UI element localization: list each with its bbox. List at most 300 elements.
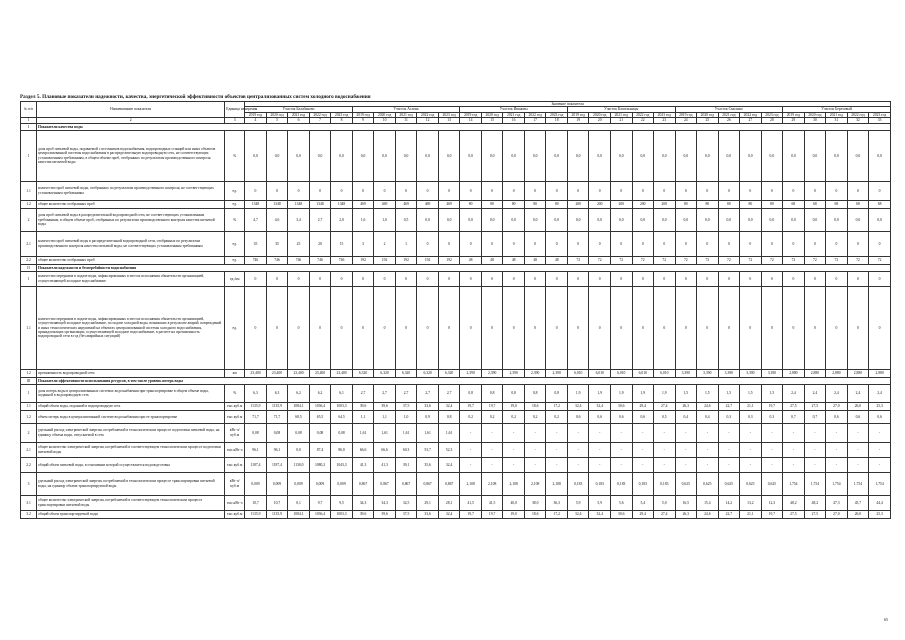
value-cell: 0 [847,231,869,256]
value-cell: 68 [869,200,891,208]
value-cell: 2,7 [374,384,396,402]
value-cell: 6,010 [610,369,632,377]
value-cell: 39,6 [352,402,374,410]
header-district: Участок Смолино [675,107,783,112]
value-cell: 0 [460,231,482,256]
value-cell: 0 [503,286,525,369]
value-cell: 0 [374,271,396,286]
value-cell: 22,7 [718,402,740,410]
value-cell: 2,7 [395,384,417,402]
value-cell: 27,5 [783,402,805,410]
value-cell: 0 [567,231,589,256]
value-cell: 200 [567,200,589,208]
value-cell: 0 [869,181,891,200]
value-cell: 3,390 [740,369,762,377]
column-number: 24 [675,118,697,123]
value-cell: 19,7 [761,510,783,518]
value-cell: - [481,442,503,457]
value-cell: - [847,442,869,457]
row-number: 2 [21,208,37,231]
value-cell: 72 [697,256,719,264]
value-cell: 0 [438,286,460,369]
value-cell: 6,1 [331,384,353,402]
column-number: 27 [740,118,762,123]
value-cell: 0 [567,271,589,286]
value-cell: 96,1 [245,442,267,457]
indicator-name: доля проб питьевой воды в распределительной водопроводной сети, не соответствующих установленным требованиям, в общем объеме проб, отобранных по результатам производственного контроля качества питьевой воды [37,208,225,231]
value-cell: 21,1 [740,510,762,518]
value-cell: 44,4 [869,495,891,510]
value-cell: 0 [438,231,460,256]
value-cell: 0,009 [331,472,353,495]
row-number: 1 [21,130,37,181]
value-cell: 3,4 [288,208,310,231]
value-cell: 1,5 [761,384,783,402]
table-row [21,384,891,402]
column-number: 5 [266,118,288,123]
value-cell: 48 [546,256,568,264]
value-cell: 19,7 [481,402,503,410]
header-year: 2019 год [352,112,374,117]
value-cell: 21,1 [740,402,762,410]
value-cell: 1348 [245,200,267,208]
row-number: 1 [21,271,37,286]
value-cell: 0 [718,231,740,256]
value-cell: 0,7 [783,410,805,423]
value-cell: - [675,442,697,457]
value-cell: - [761,423,783,442]
row-number: 1.2 [21,410,37,423]
table-row [21,457,891,472]
value-cell: - [503,457,525,472]
value-cell: 0,0 [654,208,676,231]
value-cell: 0,0 [481,130,503,181]
value-cell: 0 [675,286,697,369]
value-cell: 80 [524,200,546,208]
value-cell: 41,3 [374,457,396,472]
unit: тыс.кВт·ч [225,442,245,457]
row-number: 2.1 [21,231,37,256]
value-cell: 30,6 [610,402,632,410]
value-cell: 34,3 [374,495,396,510]
value-cell: 0,6 [589,410,611,423]
value-cell: 0,625 [761,472,783,495]
row-number: 2.2 [21,457,37,472]
header-year: 2020 год [804,112,826,117]
header-year: 2021 год [288,112,310,117]
column-number: 18 [546,118,568,123]
value-cell: 0,0 [610,130,632,181]
value-cell: 47,3 [826,495,848,510]
value-cell: 41,5 [460,495,482,510]
indicator-name: количество перерывов в подаче воды, зафиксированных в местах исполнения обязательств организацией, осуществляющей холодное водоснабжение [37,271,225,286]
value-cell: 0,0 [395,130,417,181]
table-row [21,264,891,271]
header-year: 2023 год [869,112,891,117]
value-cell: 80 [718,200,740,208]
column-number: 17 [524,118,546,123]
unit: тыс.куб.м [225,402,245,410]
value-cell: 1135,9 [245,510,267,518]
column-number: 25 [697,118,719,123]
section-heading: Показатели эффективности использования ресурсов, в том числе уровень потерь воды [37,377,891,384]
value-cell: 2,108 [524,472,546,495]
value-cell: 2,4 [783,384,805,402]
indicator-name: общее количество электрической энергии, потребляемой в соответствующем технологическом процессе подготовки питьевой воды [37,442,225,457]
column-number: 26 [718,118,740,123]
value-cell: 0,2 [503,410,525,423]
table-row [21,256,891,264]
value-cell: 0,867 [352,472,374,495]
value-cell: 52,3 [438,442,460,457]
table-row [21,208,891,231]
value-cell: 0 [309,271,331,286]
value-cell: 27,5 [783,510,805,518]
column-number: 3 [225,118,245,123]
value-cell: 0 [589,231,611,256]
value-cell: 6,2 [309,384,331,402]
value-cell: 0,0 [632,208,654,231]
indicator-name: общий объем воды, поданной в водопроводную сеть [37,402,225,410]
value-cell: - [826,423,848,442]
header-values: Значение показателя [245,102,891,107]
value-cell: 2,108 [503,472,525,495]
value-cell: 200 [654,200,676,208]
value-cell: 0 [869,286,891,369]
value-cell: 13,2 [740,495,762,510]
value-cell: 0 [654,286,676,369]
value-cell: 0 [632,286,654,369]
value-cell: - [740,442,762,457]
value-cell: - [783,442,805,457]
value-cell: 0 [395,181,417,200]
value-cell: 0,0 [417,130,439,181]
value-cell: - [481,423,503,442]
value-cell: 0,0 [847,208,869,231]
value-cell: 0 [826,286,848,369]
value-cell: 0,867 [395,472,417,495]
column-number: 23 [654,118,676,123]
header-district: Участок Балабаново [245,107,353,112]
value-cell: 0,0 [804,208,826,231]
value-cell: - [460,442,482,457]
value-cell: 1043,3 [331,457,353,472]
value-cell: 0,0 [266,130,288,181]
value-cell: 0,0 [481,208,503,231]
value-cell: 0 [740,181,762,200]
value-cell: 1,61 [438,423,460,442]
row-number: II [21,264,37,271]
indicator-name: общее количество электрической энергии, потребляемой в соответствующем технологическом процессе транспортировки питьевой воды [37,495,225,510]
value-cell: 80 [740,200,762,208]
unit: ед./км [225,271,245,286]
value-cell: 0,0 [826,208,848,231]
value-cell: 0,0 [675,130,697,181]
unit: % [225,130,245,181]
value-cell: 0 [718,271,740,286]
value-cell: 0 [309,286,331,369]
value-cell: 2,0 [331,208,353,231]
value-cell: 0,0 [503,130,525,181]
value-cell: 0 [589,271,611,286]
value-cell: 40,0 [503,495,525,510]
value-cell: 86,0 [331,442,353,457]
value-cell: 53,7 [417,442,439,457]
value-cell: 1,9 [567,384,589,402]
value-cell: 1084,1 [288,402,310,410]
value-cell: 0,0 [438,130,460,181]
value-cell: 1,754 [804,472,826,495]
row-number: I [21,123,37,130]
table-row [21,286,891,369]
value-cell: 0 [417,271,439,286]
value-cell: - [460,423,482,442]
value-cell: 3,390 [761,369,783,377]
value-cell: 0,6 [826,410,848,423]
value-cell: 1,61 [374,423,396,442]
value-cell: - [610,457,632,472]
value-cell: 41,3 [352,457,374,472]
value-cell: 32,4 [567,402,589,410]
value-cell: 72 [869,256,891,264]
indicator-name: количество проб питьевой воды, отобранных по результатам производственного контроля, не соответствующих установленным требованиям [37,181,225,200]
value-cell: 72 [675,256,697,264]
indicator-name: доля потерь воды в централизованных системах водоснабжения при транспортировке в общем объеме воды, поданной в водопроводную сеть [37,384,225,402]
value-cell: 746 [266,256,288,264]
indicator-name: общий объем транспортируемой воды [37,510,225,518]
value-cell: 25,3 [869,402,891,410]
value-cell: 6,320 [374,369,396,377]
value-cell: 1,5 [740,384,762,402]
value-cell: 1,61 [352,423,374,442]
value-cell: 23,400 [288,369,310,377]
value-cell: 192 [374,256,396,264]
value-cell: 32,4 [567,510,589,518]
value-cell: - [761,442,783,457]
value-cell: 0 [740,231,762,256]
value-cell: 0 [610,231,632,256]
value-cell: 28,1 [438,495,460,510]
value-cell: 39,6 [374,510,396,518]
value-cell: - [589,457,611,472]
value-cell: - [546,423,568,442]
value-cell: 0,0 [331,130,353,181]
value-cell: 0 [546,271,568,286]
row-number: 1.1 [21,181,37,200]
value-cell: 0,0 [740,130,762,181]
value-cell: - [718,442,740,457]
value-cell: 0,009 [309,472,331,495]
column-number: 2 [37,118,225,123]
value-cell: 0,0 [567,208,589,231]
value-cell: 0 [503,231,525,256]
value-cell: 0,0 [589,208,611,231]
value-cell: 192 [395,256,417,264]
value-cell: 0 [610,286,632,369]
value-cell: 0 [245,271,267,286]
value-cell: 0,0 [675,208,697,231]
value-cell: 6,320 [352,369,374,377]
value-cell: 469 [417,200,439,208]
value-cell: 35 [266,231,288,256]
value-cell: 0,6 [610,410,632,423]
value-cell: 0 [460,271,482,286]
value-cell: 0,0 [524,130,546,181]
value-cell: 5,0 [654,495,676,510]
column-number: 29 [783,118,805,123]
value-cell: 0 [481,286,503,369]
value-cell: 6,320 [417,369,439,377]
value-cell: 0 [610,181,632,200]
value-cell: 0,6 [632,410,654,423]
value-cell: - [589,442,611,457]
indicators-table [20,101,891,519]
value-cell: 0,183 [589,472,611,495]
value-cell: 3,390 [718,369,740,377]
value-cell: 0,0 [460,130,482,181]
column-number: 20 [589,118,611,123]
value-cell: 0 [869,271,891,286]
value-cell: 0 [460,286,482,369]
row-number: 1.2 [21,200,37,208]
value-cell: 72 [740,256,762,264]
value-cell: 18,6 [524,402,546,410]
value-cell: 0,0 [632,130,654,181]
value-cell: 0 [697,231,719,256]
value-cell: 72 [589,256,611,264]
value-cell: 80 [546,200,568,208]
value-cell: - [546,442,568,457]
value-cell: 0,3 [740,410,762,423]
column-number: 21 [610,118,632,123]
value-cell: 0 [740,271,762,286]
value-cell: - [869,457,891,472]
value-cell: 1,754 [783,472,805,495]
value-cell: 45,7 [847,495,869,510]
value-cell: 469 [395,200,417,208]
value-cell: 0 [503,271,525,286]
value-cell: 0 [847,286,869,369]
value-cell: 19,7 [460,510,482,518]
value-cell: 1,754 [826,472,848,495]
value-cell: 0,009 [266,472,288,495]
column-number: 8 [331,118,353,123]
value-cell: 0 [761,286,783,369]
value-cell: 66,6 [374,442,396,457]
value-cell: 2,880 [847,369,869,377]
value-cell: 0,0 [546,130,568,181]
row-number: 1.1 [21,286,37,369]
value-cell: - [869,442,891,457]
value-cell: - [783,457,805,472]
value-cell: 0,0 [697,130,719,181]
column-number: 30 [804,118,826,123]
header-name: Наименование показателя [37,102,225,118]
value-cell: - [632,442,654,457]
value-cell: 0 [503,181,525,200]
header-year: 2021 год [826,112,848,117]
value-cell: 1135,9 [266,510,288,518]
table-row [21,369,891,377]
value-cell: 0 [783,181,805,200]
value-cell: 2,4 [847,384,869,402]
value-cell: 1,61 [417,423,439,442]
value-cell: 27,5 [804,510,826,518]
value-cell: 26,3 [675,510,697,518]
value-cell: 0,08 [288,423,310,442]
value-cell: 0,867 [374,472,396,495]
value-cell: 192 [417,256,439,264]
value-cell: 0 [761,271,783,286]
page-number: 65 [884,617,888,622]
value-cell: 15 [331,231,353,256]
value-cell: 12,3 [761,495,783,510]
value-cell: 0 [610,271,632,286]
table-row [21,423,891,442]
value-cell: 200 [589,200,611,208]
value-cell: 32,4 [589,402,611,410]
header-year: 2021 год [503,112,525,117]
value-cell: 35,6 [417,457,439,472]
value-cell: - [783,423,805,442]
value-cell: - [524,457,546,472]
value-cell: 0 [374,181,396,200]
value-cell: 25 [288,231,310,256]
value-cell: 1,1 [352,410,374,423]
header-year: 2019 год [783,112,805,117]
value-cell: 0,08 [266,423,288,442]
value-cell: 19,0 [503,510,525,518]
column-number: 10 [374,118,396,123]
unit: кВт·ч/куб.м [225,423,245,442]
value-cell: 19,7 [481,510,503,518]
value-cell: 0,0 [783,130,805,181]
value-cell: 5,6 [610,495,632,510]
value-cell: 71,7 [245,410,267,423]
value-cell: - [654,423,676,442]
value-cell: 87,4 [309,442,331,457]
value-cell: 0,0 [783,208,805,231]
header-year: 2022 год [740,112,762,117]
value-cell: 23,400 [266,369,288,377]
value-cell: 0 [675,231,697,256]
value-cell: 0,0 [546,208,568,231]
value-cell: 0,0 [869,130,891,181]
value-cell: 72 [567,256,589,264]
value-cell: 72 [783,256,805,264]
value-cell: 0 [245,286,267,369]
value-cell: 5,9 [567,495,589,510]
value-cell: 0,625 [740,472,762,495]
header-year: 2019 год [245,112,267,117]
header-year: 2023 год [761,112,783,117]
value-cell: 0,0 [374,130,396,181]
unit: тыс.куб.м [225,457,245,472]
value-cell: 0,5 [654,410,676,423]
value-cell: 0 [481,271,503,286]
value-cell: 0,0 [245,130,267,181]
value-cell: 0,0 [309,130,331,181]
header-year: 2020 год [589,112,611,117]
value-cell: 0 [481,181,503,200]
value-cell: 0,867 [417,472,439,495]
value-cell: 33,6 [417,402,439,410]
header-year: 2019 год [675,112,697,117]
value-cell: 80 [503,200,525,208]
header-year: 2023 год [331,112,353,117]
value-cell: 37,5 [395,510,417,518]
header-num: № п/п [21,102,37,118]
